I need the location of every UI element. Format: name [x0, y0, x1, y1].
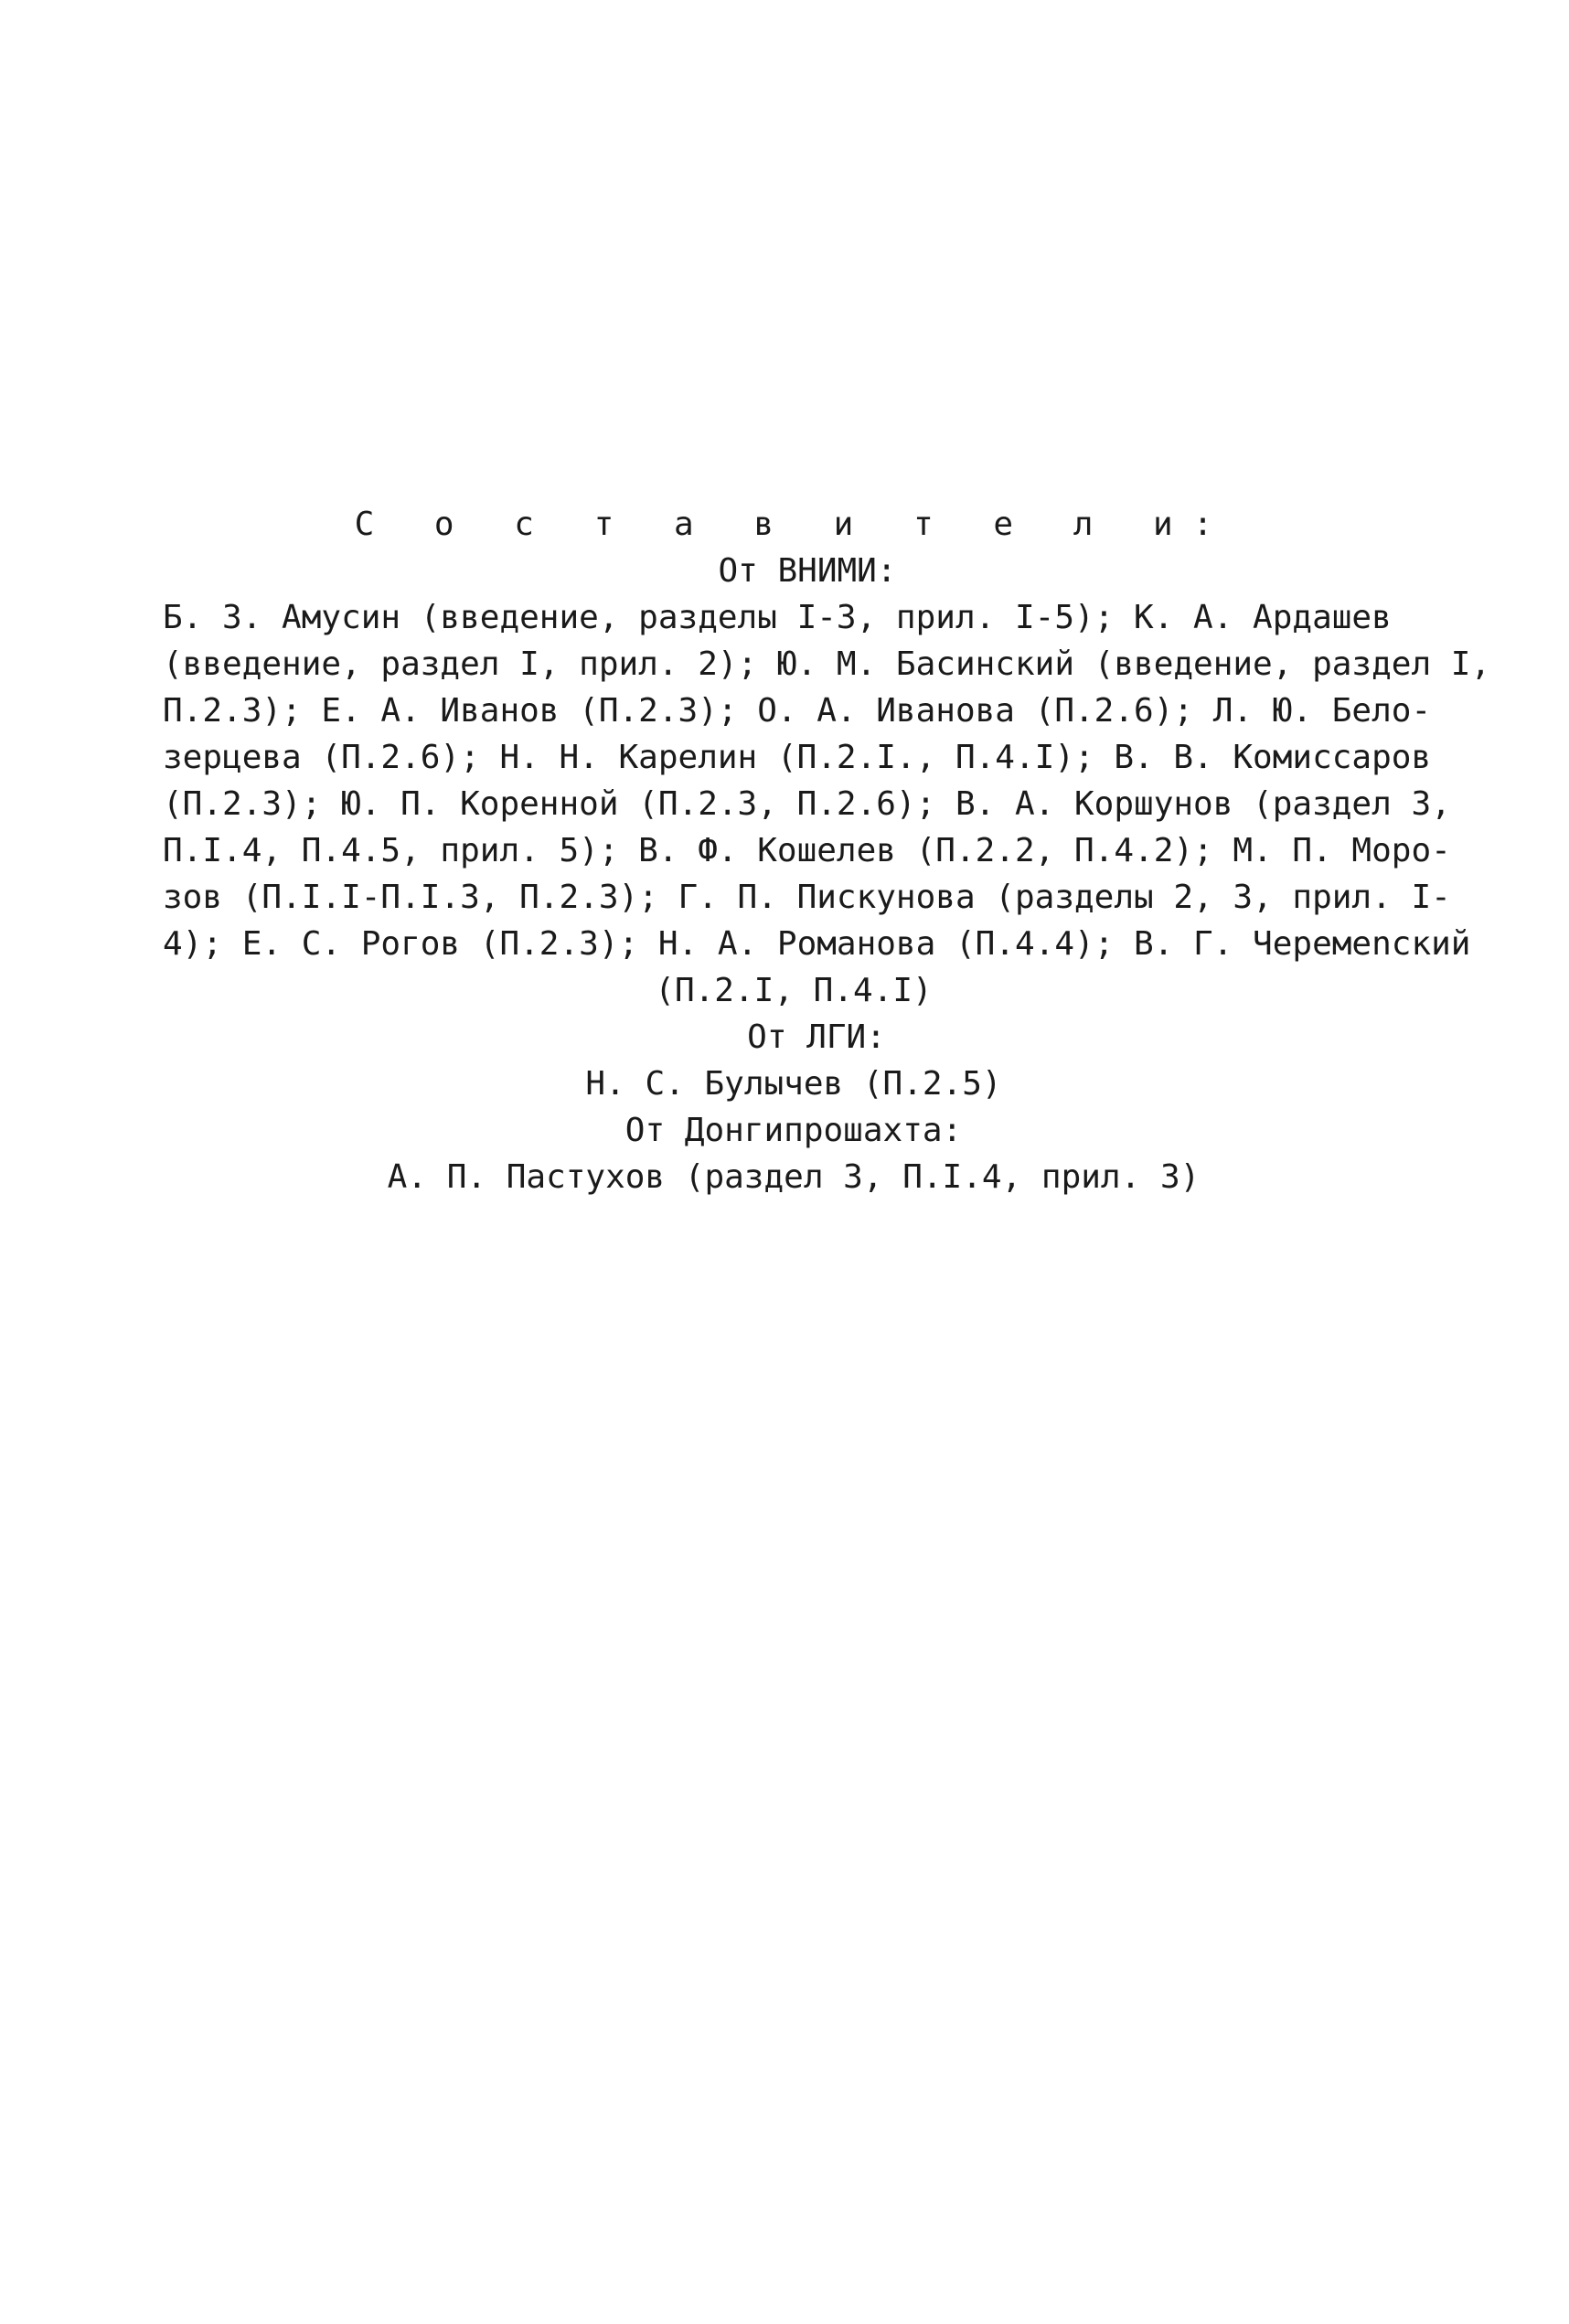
vnimi-line-6: П.I.4, П.4.5, прил. 5); В. Ф. Кошелев (П.2.2, П.4.2); М. П. Моро-	[163, 832, 1451, 869]
vnimi-line-8: 4); Е. С. Рогов (П.2.3); Н. А. Романова (П.4.4); В. Г. Черемenский	[163, 925, 1471, 963]
compilers-section	[163, 501, 1491, 1200]
vnimi-line-4: зерцева (П.2.6); Н. Н. Карелин (П.2.I., П.4.I); В. В. Комиссаров	[163, 739, 1432, 776]
lgi-heading: От ЛГИ:	[747, 1018, 886, 1056]
dongiproshakht-entry: А. П. Пастухов (раздел 3, П.I.4, прил. 3)	[387, 1158, 1201, 1196]
vnimi-line-5: (П.2.3); Ю. П. Коренной (П.2.3, П.2.6); В. А. Коршунов (раздел 3,	[163, 785, 1451, 823]
vnimi-line-7: зов (П.I.I-П.I.3, П.2.3); Г. П. Пискунова (разделы 2, 3, прил. I-	[163, 879, 1451, 916]
vnimi-heading: От ВНИМИ:	[718, 552, 897, 590]
vnimi-line-1: Б. З. Амусин (введение, разделы I-3, прил. I-5); К. А. Ардашев	[163, 599, 1392, 636]
compilers-title: С о с т а в и т е л и:	[354, 506, 1233, 543]
vnimi-line-2: (введение, раздел I, прил. 2); Ю. М. Басинский (введение, раздел I,	[163, 645, 1491, 683]
vnimi-line-9: (П.2.I, П.4.I)	[655, 972, 933, 1009]
lgi-entry: Н. С. Булычев (П.2.5)	[585, 1065, 1002, 1103]
dongiproshakht-heading: От Донгипрошахта:	[624, 1112, 963, 1149]
vnimi-line-3: П.2.3); Е. А. Иванов (П.2.3); О. А. Иванова (П.2.6); Л. Ю. Бело-	[163, 692, 1432, 730]
